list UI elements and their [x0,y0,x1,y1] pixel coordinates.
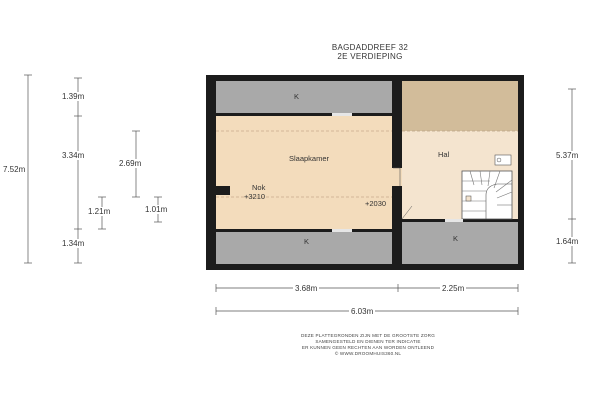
room-k-top-left [216,81,392,113]
disclaimer-line-3: ER KUNNEN GEEN RECHTEN AAN WORDEN ONTLEEND [301,345,435,350]
floor-label: 2E VERDIEPING [337,52,403,61]
ridge-label: Nok [252,183,266,192]
room-label-k-top-left: K [294,92,300,101]
room-bedroom [216,116,392,229]
dim-room-height: 2.69m [119,159,142,168]
dim-bottom-total: 6.03m [351,307,374,316]
hatch-top-left [332,113,352,116]
hatch-bottom-right [445,219,463,222]
dim-right-upper: 5.37m [556,151,579,160]
chimney-block [216,186,230,195]
dim-left-inner-small: 1.21m [88,207,111,216]
room-label-bedroom: Slaapkamer [289,154,330,163]
dim-left-top: 1.39m [62,92,85,101]
room-label-hall: Hal [438,150,450,159]
dim-left-total: 7.52m [3,165,26,174]
dim-left-middle: 3.34m [62,151,85,160]
plan-title: BAGDADDREEF 32 [331,43,409,52]
dim-bottom-right: 2.25m [442,284,465,293]
dim-bottom-left: 3.68m [295,284,318,293]
boiler-icon [495,155,511,165]
dim-right-lower: 1.64m [556,237,579,246]
disclaimer-line-4: © WWW.DROOMHUIS360.NL [334,351,402,356]
dim-left-bottom: 1.34m [62,239,85,248]
ridge-height: +3210 [244,192,266,201]
level-mark: +2030 [365,199,387,208]
room-label-k-bottom-right: K [453,234,459,243]
disclaimer-line-2: SAMENGESTELD EN DIENEN TER INDICATIE [315,339,421,344]
disclaimer-line-1: DEZE PLATTEGRONDEN ZIJN MET DE GROOTSTE ZORG [301,333,435,338]
hatch-bottom-left [332,229,352,232]
room-label-k-bottom-left: K [304,237,310,246]
dim-small-right: 1.01m [145,205,168,214]
room-k-bottom-right [402,222,518,264]
room-hall-slope [402,81,518,131]
door-opening-bedroom [392,168,402,186]
stair-railing-post [466,196,471,201]
